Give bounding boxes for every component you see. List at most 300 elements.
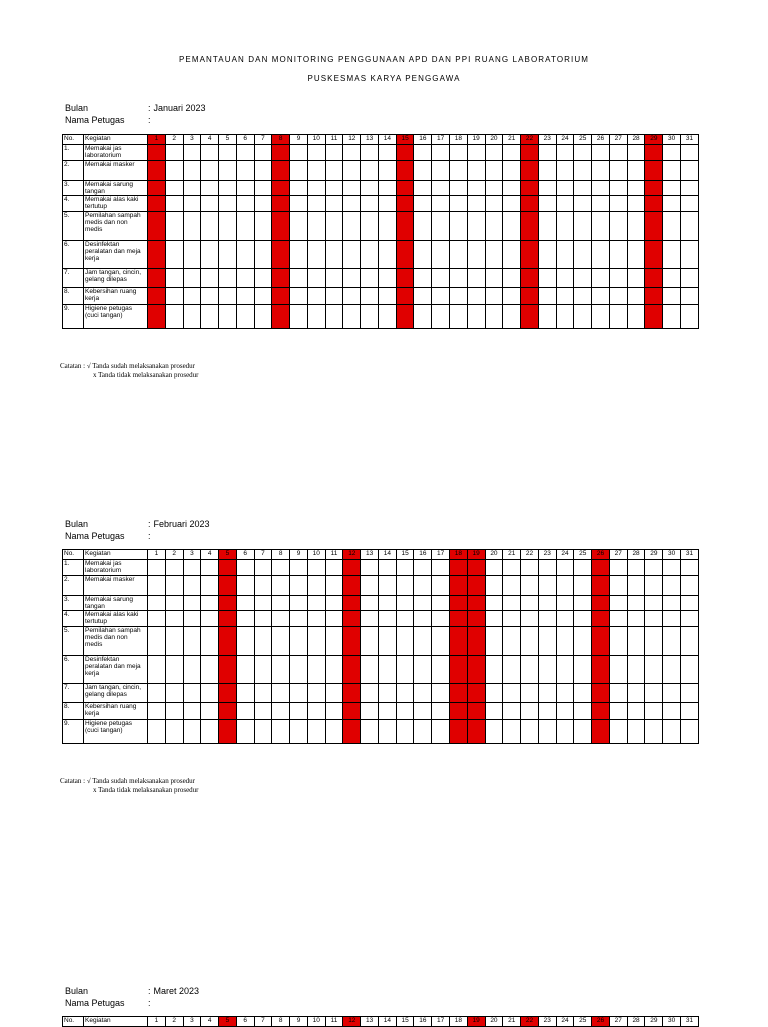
day-cell[interactable] bbox=[343, 269, 361, 288]
day-cell[interactable] bbox=[201, 196, 219, 212]
day-cell[interactable] bbox=[290, 288, 308, 305]
day-cell[interactable] bbox=[467, 181, 485, 196]
day-cell[interactable] bbox=[450, 560, 468, 576]
day-cell[interactable] bbox=[663, 269, 681, 288]
day-cell[interactable] bbox=[627, 596, 645, 611]
day-cell[interactable] bbox=[485, 560, 503, 576]
day-cell[interactable] bbox=[396, 288, 414, 305]
day-cell[interactable] bbox=[183, 212, 201, 241]
day-cell[interactable] bbox=[414, 161, 432, 181]
day-cell[interactable] bbox=[414, 269, 432, 288]
day-cell[interactable] bbox=[148, 703, 166, 720]
day-cell[interactable] bbox=[467, 305, 485, 329]
day-cell[interactable] bbox=[254, 703, 272, 720]
day-cell[interactable] bbox=[467, 196, 485, 212]
day-cell[interactable] bbox=[503, 656, 521, 684]
day-cell[interactable] bbox=[627, 627, 645, 656]
day-cell[interactable] bbox=[680, 212, 698, 241]
day-cell[interactable] bbox=[165, 703, 183, 720]
day-cell[interactable] bbox=[148, 596, 166, 611]
day-cell[interactable] bbox=[663, 181, 681, 196]
day-cell[interactable] bbox=[574, 596, 592, 611]
day-cell[interactable] bbox=[414, 596, 432, 611]
day-cell[interactable] bbox=[503, 684, 521, 703]
day-cell[interactable] bbox=[254, 269, 272, 288]
day-cell[interactable] bbox=[503, 720, 521, 744]
day-cell[interactable] bbox=[450, 181, 468, 196]
day-cell[interactable] bbox=[592, 611, 610, 627]
day-cell[interactable] bbox=[378, 703, 396, 720]
day-cell[interactable] bbox=[236, 560, 254, 576]
day-cell[interactable] bbox=[343, 596, 361, 611]
day-cell[interactable] bbox=[165, 576, 183, 596]
day-cell[interactable] bbox=[556, 627, 574, 656]
day-cell[interactable] bbox=[574, 703, 592, 720]
day-cell[interactable] bbox=[165, 627, 183, 656]
day-cell[interactable] bbox=[254, 596, 272, 611]
day-cell[interactable] bbox=[396, 161, 414, 181]
day-cell[interactable] bbox=[272, 684, 290, 703]
day-cell[interactable] bbox=[538, 212, 556, 241]
day-cell[interactable] bbox=[290, 596, 308, 611]
day-cell[interactable] bbox=[556, 656, 574, 684]
day-cell[interactable] bbox=[503, 241, 521, 269]
day-cell[interactable] bbox=[521, 684, 539, 703]
day-cell[interactable] bbox=[219, 720, 237, 744]
day-cell[interactable] bbox=[272, 560, 290, 576]
day-cell[interactable] bbox=[521, 627, 539, 656]
day-cell[interactable] bbox=[165, 560, 183, 576]
day-cell[interactable] bbox=[201, 305, 219, 329]
day-cell[interactable] bbox=[645, 196, 663, 212]
day-cell[interactable] bbox=[201, 720, 219, 744]
day-cell[interactable] bbox=[663, 305, 681, 329]
day-cell[interactable] bbox=[343, 703, 361, 720]
day-cell[interactable] bbox=[663, 145, 681, 161]
day-cell[interactable] bbox=[325, 145, 343, 161]
day-cell[interactable] bbox=[396, 596, 414, 611]
day-cell[interactable] bbox=[307, 720, 325, 744]
day-cell[interactable] bbox=[663, 596, 681, 611]
day-cell[interactable] bbox=[627, 720, 645, 744]
day-cell[interactable] bbox=[450, 269, 468, 288]
day-cell[interactable] bbox=[485, 720, 503, 744]
day-cell[interactable] bbox=[556, 181, 574, 196]
day-cell[interactable] bbox=[574, 241, 592, 269]
day-cell[interactable] bbox=[272, 181, 290, 196]
day-cell[interactable] bbox=[538, 656, 556, 684]
day-cell[interactable] bbox=[450, 212, 468, 241]
day-cell[interactable] bbox=[201, 241, 219, 269]
day-cell[interactable] bbox=[272, 720, 290, 744]
day-cell[interactable] bbox=[236, 241, 254, 269]
day-cell[interactable] bbox=[503, 196, 521, 212]
day-cell[interactable] bbox=[592, 305, 610, 329]
day-cell[interactable] bbox=[201, 161, 219, 181]
day-cell[interactable] bbox=[450, 145, 468, 161]
day-cell[interactable] bbox=[183, 161, 201, 181]
day-cell[interactable] bbox=[148, 305, 166, 329]
day-cell[interactable] bbox=[574, 181, 592, 196]
day-cell[interactable] bbox=[538, 241, 556, 269]
day-cell[interactable] bbox=[521, 196, 539, 212]
day-cell[interactable] bbox=[396, 241, 414, 269]
day-cell[interactable] bbox=[432, 596, 450, 611]
day-cell[interactable] bbox=[236, 576, 254, 596]
day-cell[interactable] bbox=[183, 560, 201, 576]
day-cell[interactable] bbox=[538, 576, 556, 596]
day-cell[interactable] bbox=[378, 684, 396, 703]
day-cell[interactable] bbox=[325, 288, 343, 305]
day-cell[interactable] bbox=[201, 145, 219, 161]
day-cell[interactable] bbox=[538, 703, 556, 720]
day-cell[interactable] bbox=[307, 241, 325, 269]
day-cell[interactable] bbox=[236, 627, 254, 656]
day-cell[interactable] bbox=[148, 684, 166, 703]
day-cell[interactable] bbox=[450, 611, 468, 627]
day-cell[interactable] bbox=[219, 269, 237, 288]
day-cell[interactable] bbox=[148, 145, 166, 161]
day-cell[interactable] bbox=[556, 684, 574, 703]
day-cell[interactable] bbox=[645, 596, 663, 611]
day-cell[interactable] bbox=[645, 269, 663, 288]
day-cell[interactable] bbox=[609, 611, 627, 627]
day-cell[interactable] bbox=[556, 305, 574, 329]
day-cell[interactable] bbox=[378, 720, 396, 744]
day-cell[interactable] bbox=[290, 196, 308, 212]
day-cell[interactable] bbox=[556, 611, 574, 627]
day-cell[interactable] bbox=[485, 161, 503, 181]
day-cell[interactable] bbox=[183, 576, 201, 596]
day-cell[interactable] bbox=[307, 656, 325, 684]
day-cell[interactable] bbox=[432, 288, 450, 305]
day-cell[interactable] bbox=[574, 212, 592, 241]
day-cell[interactable] bbox=[254, 161, 272, 181]
day-cell[interactable] bbox=[680, 145, 698, 161]
day-cell[interactable] bbox=[609, 720, 627, 744]
day-cell[interactable] bbox=[254, 560, 272, 576]
day-cell[interactable] bbox=[467, 703, 485, 720]
day-cell[interactable] bbox=[485, 212, 503, 241]
day-cell[interactable] bbox=[556, 576, 574, 596]
day-cell[interactable] bbox=[538, 288, 556, 305]
day-cell[interactable] bbox=[609, 212, 627, 241]
day-cell[interactable] bbox=[396, 560, 414, 576]
day-cell[interactable] bbox=[609, 145, 627, 161]
day-cell[interactable] bbox=[361, 611, 379, 627]
day-cell[interactable] bbox=[609, 656, 627, 684]
day-cell[interactable] bbox=[307, 145, 325, 161]
day-cell[interactable] bbox=[325, 596, 343, 611]
day-cell[interactable] bbox=[290, 161, 308, 181]
day-cell[interactable] bbox=[609, 576, 627, 596]
day-cell[interactable] bbox=[378, 596, 396, 611]
day-cell[interactable] bbox=[680, 288, 698, 305]
day-cell[interactable] bbox=[645, 576, 663, 596]
day-cell[interactable] bbox=[574, 656, 592, 684]
day-cell[interactable] bbox=[627, 684, 645, 703]
day-cell[interactable] bbox=[609, 627, 627, 656]
day-cell[interactable] bbox=[307, 161, 325, 181]
day-cell[interactable] bbox=[290, 269, 308, 288]
day-cell[interactable] bbox=[165, 181, 183, 196]
day-cell[interactable] bbox=[592, 181, 610, 196]
day-cell[interactable] bbox=[396, 145, 414, 161]
day-cell[interactable] bbox=[627, 703, 645, 720]
day-cell[interactable] bbox=[592, 627, 610, 656]
day-cell[interactable] bbox=[165, 196, 183, 212]
day-cell[interactable] bbox=[680, 684, 698, 703]
day-cell[interactable] bbox=[219, 627, 237, 656]
day-cell[interactable] bbox=[201, 656, 219, 684]
day-cell[interactable] bbox=[485, 596, 503, 611]
day-cell[interactable] bbox=[272, 212, 290, 241]
day-cell[interactable] bbox=[325, 196, 343, 212]
day-cell[interactable] bbox=[538, 196, 556, 212]
day-cell[interactable] bbox=[325, 181, 343, 196]
day-cell[interactable] bbox=[396, 305, 414, 329]
day-cell[interactable] bbox=[148, 181, 166, 196]
day-cell[interactable] bbox=[521, 703, 539, 720]
day-cell[interactable] bbox=[325, 269, 343, 288]
day-cell[interactable] bbox=[290, 576, 308, 596]
day-cell[interactable] bbox=[325, 703, 343, 720]
day-cell[interactable] bbox=[467, 269, 485, 288]
day-cell[interactable] bbox=[592, 596, 610, 611]
day-cell[interactable] bbox=[574, 611, 592, 627]
day-cell[interactable] bbox=[325, 212, 343, 241]
day-cell[interactable] bbox=[219, 145, 237, 161]
day-cell[interactable] bbox=[521, 288, 539, 305]
day-cell[interactable] bbox=[538, 627, 556, 656]
day-cell[interactable] bbox=[645, 145, 663, 161]
day-cell[interactable] bbox=[219, 181, 237, 196]
day-cell[interactable] bbox=[467, 560, 485, 576]
day-cell[interactable] bbox=[627, 161, 645, 181]
day-cell[interactable] bbox=[432, 560, 450, 576]
day-cell[interactable] bbox=[343, 611, 361, 627]
day-cell[interactable] bbox=[592, 212, 610, 241]
day-cell[interactable] bbox=[183, 145, 201, 161]
day-cell[interactable] bbox=[165, 269, 183, 288]
day-cell[interactable] bbox=[663, 684, 681, 703]
day-cell[interactable] bbox=[325, 305, 343, 329]
day-cell[interactable] bbox=[627, 305, 645, 329]
day-cell[interactable] bbox=[290, 181, 308, 196]
day-cell[interactable] bbox=[521, 596, 539, 611]
day-cell[interactable] bbox=[148, 627, 166, 656]
day-cell[interactable] bbox=[592, 196, 610, 212]
day-cell[interactable] bbox=[236, 720, 254, 744]
day-cell[interactable] bbox=[538, 305, 556, 329]
day-cell[interactable] bbox=[219, 288, 237, 305]
day-cell[interactable] bbox=[645, 241, 663, 269]
day-cell[interactable] bbox=[343, 684, 361, 703]
day-cell[interactable] bbox=[627, 212, 645, 241]
day-cell[interactable] bbox=[645, 720, 663, 744]
day-cell[interactable] bbox=[236, 684, 254, 703]
day-cell[interactable] bbox=[485, 181, 503, 196]
day-cell[interactable] bbox=[254, 576, 272, 596]
day-cell[interactable] bbox=[361, 241, 379, 269]
day-cell[interactable] bbox=[361, 212, 379, 241]
day-cell[interactable] bbox=[307, 576, 325, 596]
day-cell[interactable] bbox=[521, 656, 539, 684]
day-cell[interactable] bbox=[201, 269, 219, 288]
day-cell[interactable] bbox=[183, 627, 201, 656]
day-cell[interactable] bbox=[450, 161, 468, 181]
day-cell[interactable] bbox=[574, 720, 592, 744]
day-cell[interactable] bbox=[538, 181, 556, 196]
day-cell[interactable] bbox=[663, 703, 681, 720]
day-cell[interactable] bbox=[538, 720, 556, 744]
day-cell[interactable] bbox=[272, 288, 290, 305]
day-cell[interactable] bbox=[645, 656, 663, 684]
day-cell[interactable] bbox=[325, 161, 343, 181]
day-cell[interactable] bbox=[680, 611, 698, 627]
day-cell[interactable] bbox=[165, 161, 183, 181]
day-cell[interactable] bbox=[183, 241, 201, 269]
day-cell[interactable] bbox=[272, 241, 290, 269]
day-cell[interactable] bbox=[503, 269, 521, 288]
day-cell[interactable] bbox=[236, 656, 254, 684]
day-cell[interactable] bbox=[307, 596, 325, 611]
day-cell[interactable] bbox=[307, 703, 325, 720]
day-cell[interactable] bbox=[148, 720, 166, 744]
day-cell[interactable] bbox=[556, 703, 574, 720]
day-cell[interactable] bbox=[272, 161, 290, 181]
day-cell[interactable] bbox=[236, 611, 254, 627]
day-cell[interactable] bbox=[361, 161, 379, 181]
day-cell[interactable] bbox=[521, 576, 539, 596]
day-cell[interactable] bbox=[627, 576, 645, 596]
day-cell[interactable] bbox=[432, 305, 450, 329]
day-cell[interactable] bbox=[307, 684, 325, 703]
day-cell[interactable] bbox=[680, 703, 698, 720]
day-cell[interactable] bbox=[378, 288, 396, 305]
day-cell[interactable] bbox=[627, 145, 645, 161]
day-cell[interactable] bbox=[201, 703, 219, 720]
day-cell[interactable] bbox=[645, 684, 663, 703]
day-cell[interactable] bbox=[219, 560, 237, 576]
day-cell[interactable] bbox=[521, 305, 539, 329]
day-cell[interactable] bbox=[183, 288, 201, 305]
day-cell[interactable] bbox=[503, 576, 521, 596]
day-cell[interactable] bbox=[307, 181, 325, 196]
day-cell[interactable] bbox=[148, 656, 166, 684]
day-cell[interactable] bbox=[414, 720, 432, 744]
day-cell[interactable] bbox=[450, 656, 468, 684]
day-cell[interactable] bbox=[201, 684, 219, 703]
day-cell[interactable] bbox=[272, 576, 290, 596]
day-cell[interactable] bbox=[272, 196, 290, 212]
day-cell[interactable] bbox=[378, 627, 396, 656]
day-cell[interactable] bbox=[396, 196, 414, 212]
day-cell[interactable] bbox=[343, 196, 361, 212]
day-cell[interactable] bbox=[467, 241, 485, 269]
day-cell[interactable] bbox=[450, 684, 468, 703]
day-cell[interactable] bbox=[307, 560, 325, 576]
day-cell[interactable] bbox=[378, 212, 396, 241]
day-cell[interactable] bbox=[485, 241, 503, 269]
day-cell[interactable] bbox=[361, 627, 379, 656]
day-cell[interactable] bbox=[663, 611, 681, 627]
day-cell[interactable] bbox=[378, 181, 396, 196]
day-cell[interactable] bbox=[254, 181, 272, 196]
day-cell[interactable] bbox=[165, 596, 183, 611]
day-cell[interactable] bbox=[361, 269, 379, 288]
day-cell[interactable] bbox=[183, 305, 201, 329]
day-cell[interactable] bbox=[254, 305, 272, 329]
day-cell[interactable] bbox=[521, 161, 539, 181]
day-cell[interactable] bbox=[414, 560, 432, 576]
day-cell[interactable] bbox=[378, 611, 396, 627]
day-cell[interactable] bbox=[627, 656, 645, 684]
day-cell[interactable] bbox=[414, 241, 432, 269]
day-cell[interactable] bbox=[645, 161, 663, 181]
day-cell[interactable] bbox=[361, 288, 379, 305]
day-cell[interactable] bbox=[574, 627, 592, 656]
day-cell[interactable] bbox=[592, 703, 610, 720]
day-cell[interactable] bbox=[485, 196, 503, 212]
day-cell[interactable] bbox=[680, 656, 698, 684]
day-cell[interactable] bbox=[432, 196, 450, 212]
day-cell[interactable] bbox=[680, 161, 698, 181]
day-cell[interactable] bbox=[414, 196, 432, 212]
day-cell[interactable] bbox=[521, 145, 539, 161]
day-cell[interactable] bbox=[236, 288, 254, 305]
day-cell[interactable] bbox=[432, 720, 450, 744]
day-cell[interactable] bbox=[307, 627, 325, 656]
day-cell[interactable] bbox=[556, 241, 574, 269]
day-cell[interactable] bbox=[680, 596, 698, 611]
day-cell[interactable] bbox=[521, 269, 539, 288]
day-cell[interactable] bbox=[361, 703, 379, 720]
day-cell[interactable] bbox=[680, 560, 698, 576]
day-cell[interactable] bbox=[396, 576, 414, 596]
day-cell[interactable] bbox=[183, 596, 201, 611]
day-cell[interactable] bbox=[414, 212, 432, 241]
day-cell[interactable] bbox=[450, 703, 468, 720]
day-cell[interactable] bbox=[503, 145, 521, 161]
day-cell[interactable] bbox=[538, 611, 556, 627]
day-cell[interactable] bbox=[254, 656, 272, 684]
day-cell[interactable] bbox=[396, 181, 414, 196]
day-cell[interactable] bbox=[627, 288, 645, 305]
day-cell[interactable] bbox=[165, 720, 183, 744]
day-cell[interactable] bbox=[556, 560, 574, 576]
day-cell[interactable] bbox=[290, 560, 308, 576]
day-cell[interactable] bbox=[503, 161, 521, 181]
day-cell[interactable] bbox=[219, 576, 237, 596]
day-cell[interactable] bbox=[414, 288, 432, 305]
day-cell[interactable] bbox=[450, 627, 468, 656]
day-cell[interactable] bbox=[290, 684, 308, 703]
day-cell[interactable] bbox=[343, 288, 361, 305]
day-cell[interactable] bbox=[521, 241, 539, 269]
day-cell[interactable] bbox=[254, 145, 272, 161]
day-cell[interactable] bbox=[219, 611, 237, 627]
day-cell[interactable] bbox=[396, 684, 414, 703]
day-cell[interactable] bbox=[485, 305, 503, 329]
day-cell[interactable] bbox=[432, 212, 450, 241]
day-cell[interactable] bbox=[450, 288, 468, 305]
day-cell[interactable] bbox=[663, 241, 681, 269]
day-cell[interactable] bbox=[343, 212, 361, 241]
day-cell[interactable] bbox=[290, 627, 308, 656]
day-cell[interactable] bbox=[467, 656, 485, 684]
day-cell[interactable] bbox=[556, 145, 574, 161]
